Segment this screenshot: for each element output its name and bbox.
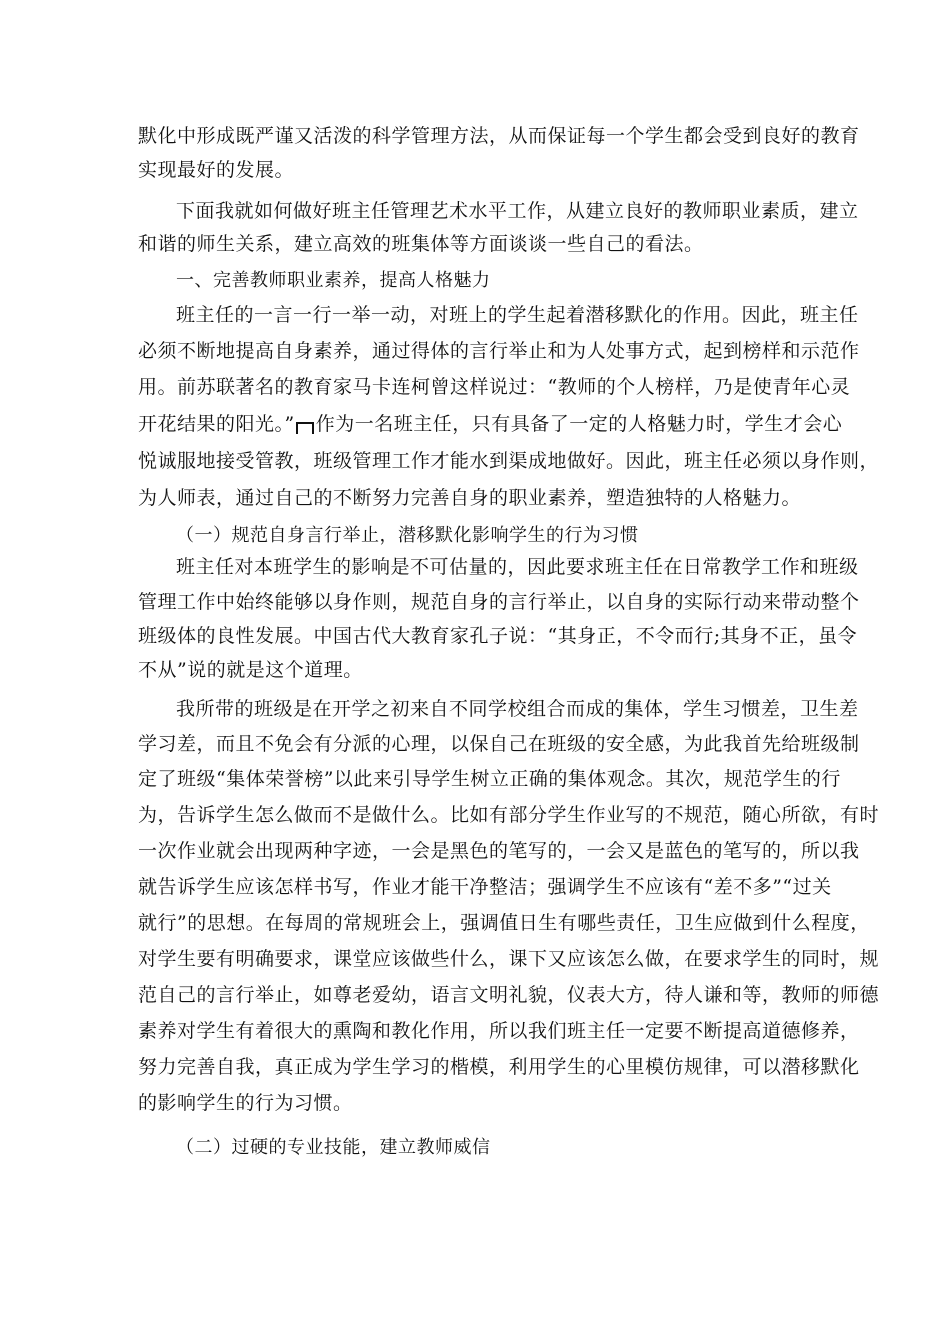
- text-line: 为人师表，通过自己的不断努力完善自身的职业素养，塑造独特的人格魅力。: [138, 487, 802, 509]
- footnote-mark-icon: [296, 422, 314, 434]
- text-line: 素养对学生有着很大的熏陶和教化作用，所以我们班主任一定要不断提高道德修养，: [138, 1020, 860, 1042]
- subsection-heading: （二）过硬的专业技能，建立教师威信: [176, 1137, 491, 1158]
- text-line: 一次作业就会出现两种字迹，一会是黑色的笔写的，一会又是蓝色的笔写的，所以我: [138, 840, 860, 862]
- text-line: 班主任对本班学生的影响是不可估量的，因此要求班主任在日常教学工作和班级: [176, 556, 859, 578]
- text-line: [138, 412, 843, 436]
- subsection-heading: （一）规范自身言行举止，潜移默化影响学生的行为习惯: [176, 525, 639, 546]
- text-line: 下面我就如何做好班主任管理艺术水平工作，从建立良好的教师职业素质，建立: [176, 200, 859, 222]
- text-segment: 开花结果的阳光。”: [138, 413, 295, 435]
- text-line: 必须不断地提高自身素养，通过得体的言行举止和为人处事方式，起到榜样和示范作: [138, 340, 860, 362]
- text-line: 和谐的师生关系，建立高效的班集体等方面谈谈一些自己的看法。: [138, 233, 704, 255]
- text-line: 对学生要有明确要求，课堂应该做些什么，课下又应该怎么做，在要求学生的同时，规: [138, 948, 880, 970]
- text-line: 班级体的良性发展。中国古代大教育家孔子说：“其身正，不令而行;其身不正，虽令: [138, 625, 858, 647]
- text-line: 范自己的言行举止，如尊老爱幼，语言文明礼貌，仪表大方，待人谦和等，教师的师德: [138, 984, 880, 1006]
- text-line: 班主任的一言一行一举一动，对班上的学生起着潜移默化的作用。因此，班主任: [176, 304, 859, 326]
- text-line: 努力完善自我，真正成为学生学习的楷模，利用学生的心里模仿规律，可以潜移默化: [138, 1056, 860, 1078]
- text-line: 我所带的班级是在开学之初来自不同学校组合而成的集体，学生习惯差，卫生差: [176, 698, 859, 720]
- text-line: 就告诉学生应该怎样书写，作业才能干净整洁；强调学生不应该有“差不多”“过关: [138, 876, 832, 898]
- text-line: 管理工作中始终能够以身作则，规范自身的言行举止，以自身的实际行动来带动整个: [138, 591, 860, 613]
- text-line: 默化中形成既严谨又活泼的科学管理方法，从而保证每一个学生都会受到良好的教育: [138, 125, 860, 147]
- text-line: 实现最好的发展。: [138, 159, 295, 181]
- text-line: 不从”说的就是这个道理。: [138, 659, 363, 681]
- text-line: 悦诚服地接受管教，班级管理工作才能水到渠成地做好。因此，班主任必须以身作则，: [138, 450, 880, 472]
- text-line: 用。前苏联著名的教育家马卡连柯曾这样说过：“教师的个人榜样，乃是使青年心灵: [138, 376, 851, 398]
- text-line: 就行”的思想。在每周的常规班会上，强调值日生有哪些责任，卫生应做到什么程度，: [138, 912, 870, 934]
- text-line: 定了班级“集体荣誉榜”以此来引导学生树立正确的集体观念。其次，规范学生的行: [138, 768, 841, 790]
- text-line: 的影响学生的行为习惯。: [138, 1092, 353, 1114]
- text-line: 为，告诉学生怎么做而不是做什么。比如有部分学生作业写的不规范，随心所欲，有时: [138, 804, 880, 826]
- text-segment: 作为一名班主任，只有具备了一定的人格魅力时，学生才会心: [315, 413, 843, 435]
- section-heading: 一、完善教师职业素养，提高人格魅力: [176, 270, 491, 291]
- text-line: 学习差，而且不免会有分派的心理，以保自己在班级的安全感，为此我首先给班级制: [138, 733, 860, 755]
